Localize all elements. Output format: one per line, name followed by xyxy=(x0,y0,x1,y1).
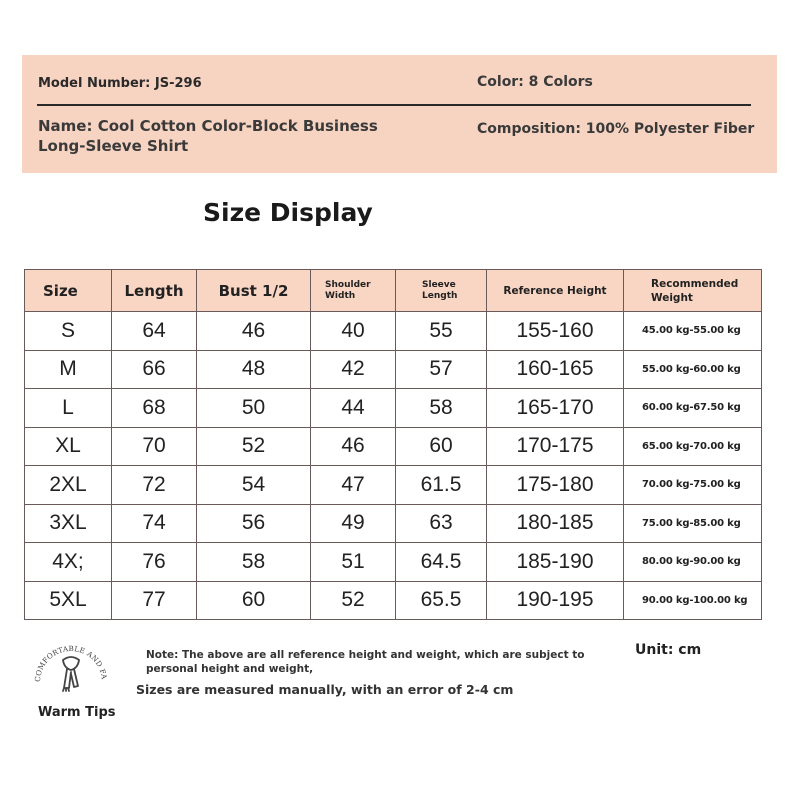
cell-shoulder: 42 xyxy=(311,350,396,389)
cell-size: S xyxy=(25,312,112,351)
table-row xyxy=(25,504,762,543)
cell-height: 165-170 xyxy=(487,389,624,428)
cell-size: 3XL xyxy=(25,504,112,543)
table-row xyxy=(25,543,762,582)
col-header-reference-height: Reference Height xyxy=(487,270,624,312)
cell-height: 185-190 xyxy=(487,543,624,582)
cell-weight: 90.00 kg-100.00 kg xyxy=(624,581,762,620)
table-row xyxy=(25,427,762,466)
cell-height: 175-180 xyxy=(487,466,624,505)
cell-bust: 50 xyxy=(197,389,311,428)
cell-sleeve: 55 xyxy=(396,312,487,351)
color-count: Color: 8 Colors xyxy=(477,74,593,90)
size-display-title: Size Display xyxy=(203,198,373,227)
cell-height: 190-195 xyxy=(487,581,624,620)
reference-note xyxy=(146,648,616,676)
cell-shoulder: 40 xyxy=(311,312,396,351)
header-divider xyxy=(37,104,751,106)
cell-size: M xyxy=(25,350,112,389)
cell-weight: 65.00 kg-70.00 kg xyxy=(624,427,762,466)
cell-weight: 45.00 kg-55.00 kg xyxy=(624,312,762,351)
warm-tips-label: Warm Tips xyxy=(38,705,116,720)
col-header-sleeve-length xyxy=(396,270,487,312)
table-header-row xyxy=(25,270,762,312)
cell-length: 72 xyxy=(112,466,197,505)
cell-length: 64 xyxy=(112,312,197,351)
cell-sleeve: 65.5 xyxy=(396,581,487,620)
cell-weight: 60.00 kg-67.50 kg xyxy=(624,389,762,428)
comfortable-fashionable-badge xyxy=(30,630,112,698)
cell-weight: 70.00 kg-75.00 kg xyxy=(624,466,762,505)
cell-bust: 54 xyxy=(197,466,311,505)
cell-size: XL xyxy=(25,427,112,466)
cell-weight: 75.00 kg-85.00 kg xyxy=(624,504,762,543)
cell-length: 68 xyxy=(112,389,197,428)
cell-length: 76 xyxy=(112,543,197,582)
table-row xyxy=(25,312,762,351)
cell-sleeve: 58 xyxy=(396,389,487,428)
note-line2: personal height and weight, xyxy=(146,663,314,675)
cell-sleeve: 57 xyxy=(396,350,487,389)
cell-sleeve: 61.5 xyxy=(396,466,487,505)
cell-sleeve: 64.5 xyxy=(396,543,487,582)
cell-length: 74 xyxy=(112,504,197,543)
size-chart-table xyxy=(24,269,762,620)
cell-height: 170-175 xyxy=(487,427,624,466)
scarf-icon xyxy=(63,657,79,691)
col-header-recommended-weight xyxy=(624,270,762,312)
cell-height: 180-185 xyxy=(487,504,624,543)
cell-shoulder: 51 xyxy=(311,543,396,582)
cell-bust: 48 xyxy=(197,350,311,389)
col-header-sleeve-line1: Sleeve xyxy=(422,279,456,290)
product-name-line2: Long-Sleeve Shirt xyxy=(38,137,189,155)
cell-size: 5XL xyxy=(25,581,112,620)
model-number: Model Number: JS-296 xyxy=(38,76,202,91)
cell-length: 77 xyxy=(112,581,197,620)
col-header-sleeve-line2: Length xyxy=(422,290,458,301)
cell-shoulder: 52 xyxy=(311,581,396,620)
svg-text:COMFORTABLE AND FASHIONABLE xyxy=(30,630,109,682)
col-header-weight-line2: Weight xyxy=(651,291,693,304)
cell-bust: 60 xyxy=(197,581,311,620)
badge-seal-graphic xyxy=(30,630,112,698)
product-name xyxy=(38,116,398,156)
cell-length: 70 xyxy=(112,427,197,466)
cell-weight: 55.00 kg-60.00 kg xyxy=(624,350,762,389)
cell-shoulder: 47 xyxy=(311,466,396,505)
col-header-size: Size xyxy=(25,270,112,312)
table-row xyxy=(25,350,762,389)
cell-length: 66 xyxy=(112,350,197,389)
cell-bust: 56 xyxy=(197,504,311,543)
col-header-length: Length xyxy=(112,270,197,312)
cell-bust: 58 xyxy=(197,543,311,582)
cell-sleeve: 60 xyxy=(396,427,487,466)
cell-bust: 46 xyxy=(197,312,311,351)
table-row xyxy=(25,389,762,428)
cell-height: 155-160 xyxy=(487,312,624,351)
cell-size: L xyxy=(25,389,112,428)
unit-label: Unit: cm xyxy=(635,642,702,658)
cell-shoulder: 46 xyxy=(311,427,396,466)
cell-shoulder: 49 xyxy=(311,504,396,543)
cell-height: 160-165 xyxy=(487,350,624,389)
composition: Composition: 100% Polyester Fiber xyxy=(477,121,755,137)
col-header-shoulder-width xyxy=(311,270,396,312)
measurement-note: Sizes are measured manually, with an error of 2-4 cm xyxy=(136,682,514,697)
cell-bust: 52 xyxy=(197,427,311,466)
col-header-weight-line1: Recommended xyxy=(651,277,739,290)
note-line1: Note: The above are all reference height and weight, which are subject to xyxy=(146,649,585,661)
col-header-bust: Bust 1/2 xyxy=(197,270,311,312)
cell-sleeve: 63 xyxy=(396,504,487,543)
table-row xyxy=(25,581,762,620)
cell-size: 4X; xyxy=(25,543,112,582)
table-row xyxy=(25,466,762,505)
badge-text: COMFORTABLE AND FA xyxy=(32,643,109,683)
cell-size: 2XL xyxy=(25,466,112,505)
cell-shoulder: 44 xyxy=(311,389,396,428)
col-header-shoulder-line2: Width xyxy=(325,290,356,301)
cell-weight: 80.00 kg-90.00 kg xyxy=(624,543,762,582)
col-header-shoulder-line1: Shoulder xyxy=(325,279,371,290)
product-name-line1: Name: Cool Cotton Color-Block Business xyxy=(38,117,378,135)
